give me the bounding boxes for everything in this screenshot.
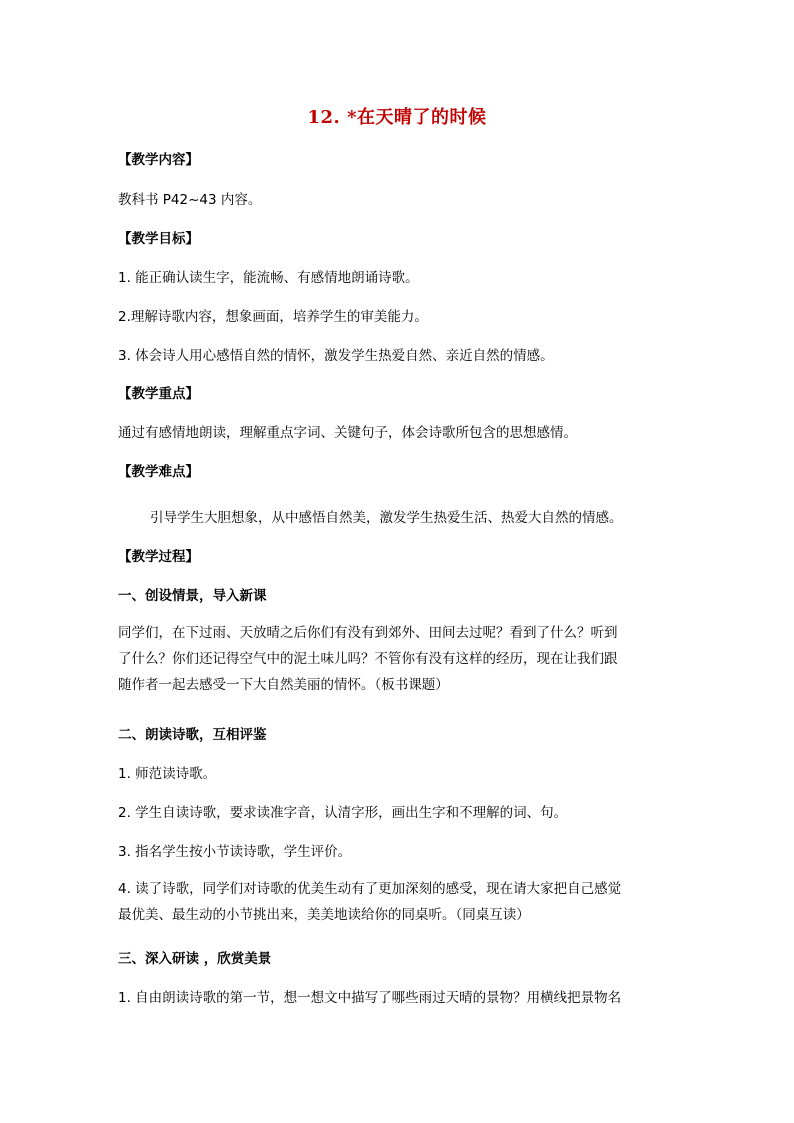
step-2-item-2: 2. 学生自读诗歌，要求读准字音，认清字形，画出生字和不理解的词、句。: [118, 805, 568, 821]
key-points-text: 通过有感情地朗读，理解重点字词、关键句子，体会诗歌所包含的思想感情。: [118, 425, 577, 441]
goal-item-1: 1. 能正确认读生字，能流畅、有感情地朗诵诗歌。: [118, 270, 419, 286]
paragraph-line: 最优美、最生动的小节挑出来，美美地读给你的同桌听。（同桌互读）: [118, 907, 530, 923]
step-1-title: 一、创设情景，导入新课: [118, 588, 267, 604]
heading-teaching-goals: 【教学目标】: [118, 231, 199, 247]
goal-item-3: 3. 体会诗人用心感悟自然的情怀，激发学生热爱自然、亲近自然的情感。: [118, 348, 554, 364]
step-3-item-1: 1. 自由朗读诗歌的第一节，想一想文中描写了哪些雨过天晴的景物？用横线把景物名: [118, 990, 622, 1006]
step-2-item-1: 1. 师范读诗歌。: [118, 766, 217, 782]
paragraph-line: 了什么？你们还记得空气中的泥土味儿吗？不管你有没有这样的经历，现在让我们跟: [118, 651, 618, 667]
step-1-paragraph: [118, 620, 678, 698]
paragraph-line: 随作者一起去感受一下大自然美丽的情怀。（板书课题）: [118, 677, 449, 693]
paragraph-line: 同学们，在下过雨、天放晴之后你们有没有到郊外、田间去过呢？看到了什么？听到: [118, 625, 618, 641]
heading-teaching-content: 【教学内容】: [118, 152, 199, 168]
heading-teaching-process: 【教学过程】: [118, 549, 199, 565]
page-title: 12. *在天晴了的时候: [307, 107, 487, 128]
step-2-title: 二、朗读诗歌，互相评鉴: [118, 727, 267, 743]
step-2-item-4: [118, 876, 678, 928]
paragraph-line: 4. 读了诗歌，同学们对诗歌的优美生动有了更加深刻的感受，现在请大家把自己感觉: [118, 881, 622, 897]
difficult-points-text: 引导学生大胆想象，从中感悟自然美，激发学生热爱生活、热爱大自然的情感。: [150, 510, 623, 526]
heading-key-points: 【教学重点】: [118, 386, 199, 402]
step-3-title: 三、深入研读 ，欣赏美景: [118, 951, 272, 967]
goal-item-2: 2.理解诗歌内容，想象画面，培养学生的审美能力。: [118, 309, 428, 325]
step-2-item-3: 3. 指名学生按小节读诗歌，学生评价。: [118, 844, 352, 860]
teaching-content-text: 教科书 P42~43 内容。: [118, 192, 262, 208]
heading-difficult-points: 【教学难点】: [118, 464, 199, 480]
